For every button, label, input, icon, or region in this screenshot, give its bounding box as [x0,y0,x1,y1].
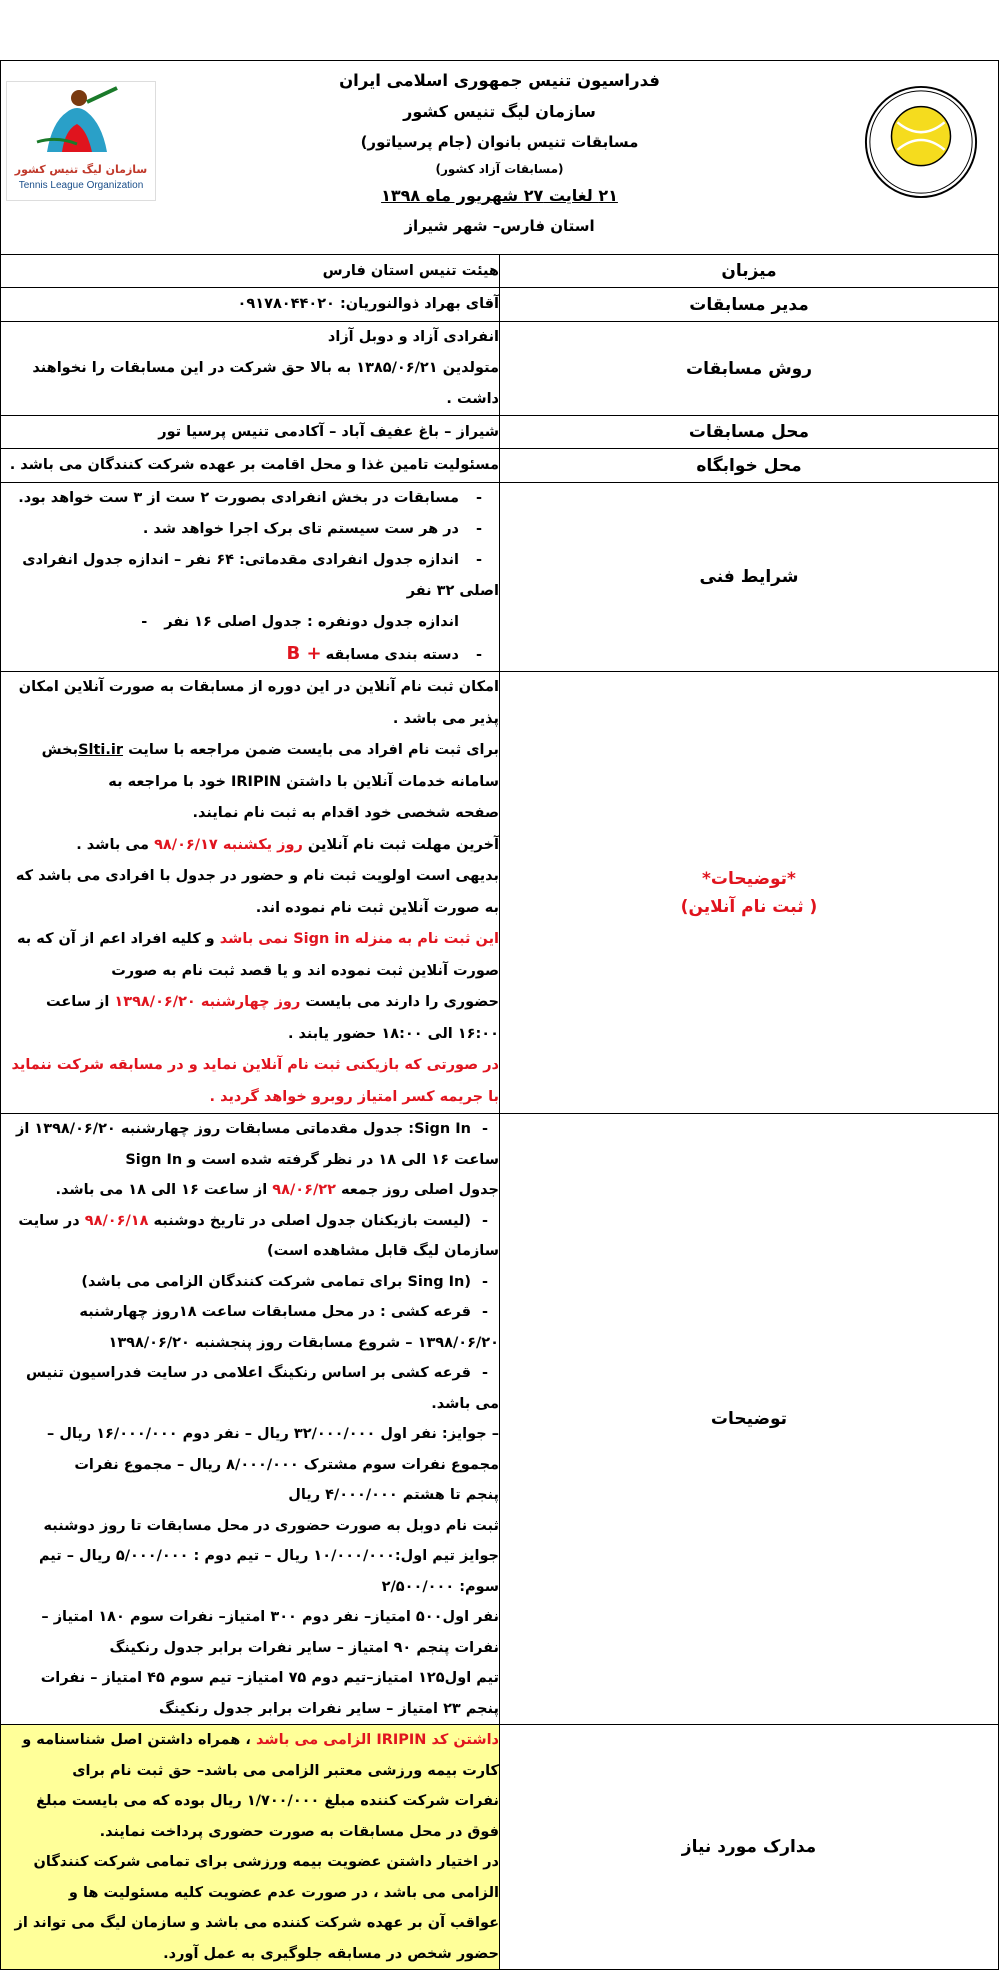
director-value: آقای بهراد ذوالنوریان: ۰۹۱۷۸۰۴۴۰۲۰ [1,288,500,322]
online-p8: در صورتی که بازیکنی ثبت نام آنلاین نماید و در مسابقه شرکت ننماید با جریمه کسر امتیاز روبرو خواهد گردید . [11,1057,499,1105]
technical-text-3: اندازه جدول انفرادی مقدماتی: ۶۴ نفر – اندازه جدول انفرادی اصلی ۳۲ نفر [22,552,499,599]
venue-label: محل مسابقات [500,416,999,449]
online-p7-red: روز چهارشنبه ۱۳۹۸/۰۶/۲۰ [114,994,301,1010]
notes-n1b-red: ۹۸/۰۶/۲۲ [272,1182,336,1198]
league-title: سازمان لیگ تنیس کشور [403,102,596,121]
online-p2 [1,735,499,798]
documents-d1-red: داشتن کد IRIPIN الزامی می باشد [255,1732,499,1748]
league-logo-text-en: Tennis League Organization [18,180,144,191]
online-cell [1,672,500,1114]
technical-bullet-4: اندازه جدول دونفره : جدول اصلی ۱۶ نفر- [141,614,459,630]
technical-text-5: دسته بندی مسابقه [325,647,459,663]
federation-logo-icon [862,83,980,201]
online-label-1: *توضیحات* [702,868,796,889]
technical-bullet-1: -مسابقات در بخش انفرادی بصورت ۲ ست از ۳ ست خواهد بود. [18,490,483,506]
notes-label: توضیحات [500,1114,999,1725]
documents-d1 [1,1725,499,1786]
documents-cell [1,1725,500,1970]
notes-n4: -قرعه کشی : در محل مسابقات ساعت ۱۸روز چهارشنبه ۱۳۹۸/۰۶/۲۰ – شروع مسابقات روز پنجشنبه ۱۳۹۸/۰۶/۲۰ [79,1304,499,1351]
league-logo-text-fa: سازمان لیگ تنیس کشور [14,163,148,176]
online-p1: امکان ثبت نام آنلاین در این دوره از مسابقات به صورت آنلاین امکان پذیر می باشد . [18,679,499,727]
notes-n10: نفر اول۵۰۰ امتیاز– نفر دوم ۳۰۰ امتیاز– نفرات سوم ۱۸۰ امتیاز – نفرات پنجم ۹۰ امتیاز – سایر نفرات برابر جدول رنکینگ [41,1609,499,1656]
notes-n4-text: قرعه کشی : در محل مسابقات ساعت ۱۸روز چهارشنبه ۱۳۹۸/۰۶/۲۰ – شروع مسابقات روز پنجشنبه ۱۳۹۸/۰۶/۲۰ [79,1304,499,1351]
documents-d3: در اختیار داشتن عضویت بیمه ورزشی برای تمامی شرکت کنندگان الزامی می باشد ، در صورت عدم عضویت کلیه مسئولیت ها و [33,1854,499,1901]
tournament-title: مسابقات تنیس بانوان (جام پرسیاتور) [360,133,639,151]
technical-text-1: مسابقات در بخش انفرادی بصورت ۲ ست از ۳ ست خواهد بود. [18,490,459,506]
notes-n7: پنجم تا هشتم ۴/۰۰۰/۰۰۰ ریال [288,1487,499,1503]
header-cell [1,61,999,255]
online-p7 [1,987,499,1050]
notes-n6: – جوایز: نفر اول ۳۲/۰۰۰/۰۰۰ ریال – نفر دوم ۱۶/۰۰۰/۰۰۰ ریال – مجموع نفرات سوم مشترک ۸/۰۰۰/۰۰۰ ریال – مجموع نفرات [47,1426,499,1473]
notes-n3: -(Sing In برای تمامی شرکت کنندگان الزامی می باشد) [81,1273,489,1290]
tournament-dates: ۲۱ لغایت ۲۷ شهریور ماه ۱۳۹۸ [381,186,618,205]
notes-n2a: (لیست بازیکنان جدول اصلی در تاریخ دوشنبه [148,1212,471,1229]
slti-link[interactable]: Slti.ir [78,742,124,758]
notes-n1b-b: از ساعت ۱۶ الی ۱۸ می باشد. [55,1182,273,1198]
online-p6b: و کلیه افراد اعم از آن که به صورت آنلاین ثبت نموده اند و یا قصد ثبت نام به صورت [17,931,499,979]
online-p2a: برای ثبت نام افراد می بایست ضمن مراجعه با سایت [123,742,499,758]
notes-n1a-text: Sign In: جدول مقدماتی مسابقات روز چهارشنبه ۱۳۹۸/۰۶/۲۰ از ساعت ۱۶ الی ۱۸ در نظر گرفته شده است و Sign In [16,1121,499,1168]
technical-bullet-3: -اندازه جدول انفرادی مقدماتی: ۶۴ نفر – اندازه جدول انفرادی اصلی ۳۲ نفر [22,552,499,599]
technical-label: شرایط فنی [500,483,999,672]
lodging-value: مسئولیت تامین غذا و محل اقامت بر عهده شرکت کنندگان می باشد . [1,449,500,483]
method-cell [1,322,500,416]
online-p2b: بخش سامانه خدمات آنلاین با داشتن IRIPIN خود با مراجعه به [41,742,499,790]
technical-text-2: در هر ست سیستم تای برک اجرا خواهد شد . [142,521,459,537]
technical-text-4: اندازه جدول دونفره : جدول اصلی ۱۶ نفر [164,614,459,630]
online-p6-red: این ثبت نام به منزله Sign in نمی باشد [219,931,499,947]
method-line2: متولدین ۱۳۸۵/۰۶/۲۱ به بالا حق شرکت در این مسابقات را نخواهند داشت . [32,360,499,407]
online-p4b: می باشد . [76,836,155,853]
tournament-subtitle: (مسابقات آزاد کشور) [435,162,564,176]
host-label: میزبان [500,255,999,288]
notes-n5-text: قرعه کشی بر اساس رنکینگ اعلامی در سایت فدراسیون تنیس می باشد. [26,1365,499,1412]
venue-value: شیراز – باغ عفیف آباد – آکادمی تنیس پرسیا تور [1,416,500,449]
league-logo-icon [7,82,155,162]
online-p5: بدیهی است اولویت ثبت نام و حضور در جدول با افرادی می باشد که به صورت آنلاین ثبت نام نموده اند. [15,868,499,916]
tournament-table [0,60,999,1970]
online-label-2: ( ثبت نام آنلاین) [680,896,818,917]
notes-n2-red: ۹۸/۰۶/۱۸ [84,1212,149,1229]
online-label-cell [500,672,999,1114]
documents-d2: نفرات شرکت کننده مبلغ ۱/۷۰۰/۰۰۰ ریال بوده که می بایست مبلغ فوق در محل مسابقات به صورت حضوری پرداخت نمایند. [36,1793,499,1840]
notes-n2: -(لیست بازیکنان جدول اصلی در تاریخ دوشنبه ۹۸/۰۶/۱۸ در سایت سازمان لیگ قابل مشاهده است) [18,1212,499,1259]
league-logo [6,81,156,201]
tournament-location: استان فارس– شهر شیراز [404,217,595,235]
notes-n3-text: (Sing In برای تمامی شرکت کنندگان الزامی می باشد) [81,1273,471,1290]
method-line1: انفرادی آزاد و دوبل آزاد [327,329,499,345]
online-p4 [1,830,499,862]
method-label: روش مسابقات [500,322,999,416]
director-label: مدیر مسابقات [500,288,999,322]
federation-title: فدراسیون تنیس جمهوری اسلامی ایران [339,71,660,90]
technical-bullet-5: -دسته بندی مسابقهB + [286,643,483,664]
online-deadline: روز یکشنبه ۹۸/۰۶/۱۷ [154,836,303,853]
lodging-label: محل خوابگاه [500,449,999,483]
notes-n9: جوایز تیم اول:۱۰/۰۰۰/۰۰۰ ریال – تیم دوم : ۵/۰۰۰/۰۰۰ ریال – تیم سوم: ۲/۵۰۰/۰۰۰ [38,1548,499,1595]
online-p7a: حضوری را دارند می بایست [300,994,499,1010]
online-p4a: آخرین مهلت ثبت نام آنلاین [302,836,499,853]
documents-d1b: ، همراه داشتن اصل شناسنامه و کارت بیمه ورزشی معتبر الزامی می باشد– حق ثبت نام برای [22,1732,499,1779]
grade-badge: B + [286,643,322,664]
notes-n1b-a: جدول اصلی روز جمعه [335,1182,499,1198]
notes-cell [1,1114,500,1725]
header-text [181,65,818,242]
technical-cell [1,483,500,672]
online-p7b: از ساعت ۱۶:۰۰ الی ۱۸:۰۰ حضور یابند . [46,994,499,1042]
documents-label: مدارک مورد نیاز [500,1725,999,1970]
notes-n2b: در سایت سازمان لیگ قابل مشاهده است) [18,1212,499,1259]
notes-n8: ثبت نام دوبل به صورت حضوری در محل مسابقات تا روز دوشنبه [43,1517,499,1534]
notes-n1a: -Sign In: جدول مقدماتی مسابقات روز چهارشنبه ۱۳۹۸/۰۶/۲۰ از ساعت ۱۶ الی ۱۸ در نظر گرفته شده است و Sign In [16,1121,499,1168]
notes-n11: تیم اول۱۲۵ امتیاز–تیم دوم ۷۵ امتیاز– تیم سوم ۴۵ امتیاز – نفرات پنجم ۲۳ امتیاز – سایر نفرات برابر جدول رنکینگ [40,1670,499,1717]
notes-n5: -قرعه کشی بر اساس رنکینگ اعلامی در سایت فدراسیون تنیس می باشد. [26,1365,499,1412]
notes-n1b [7,1175,499,1206]
technical-bullet-2: -در هر ست سیستم تای برک اجرا خواهد شد . [142,521,483,537]
online-p6 [1,924,499,987]
documents-d4: عواقب آن بر عهده شرکت کننده می باشد و سازمان لیگ می تواند از حضور شخص در مسابقه جلوگیری به عمل آورد. [14,1915,499,1962]
online-p3: صفحه شخصی خود اقدام به ثبت نام نمایند. [192,805,499,821]
host-value: هیئت تنیس استان فارس [1,255,500,288]
